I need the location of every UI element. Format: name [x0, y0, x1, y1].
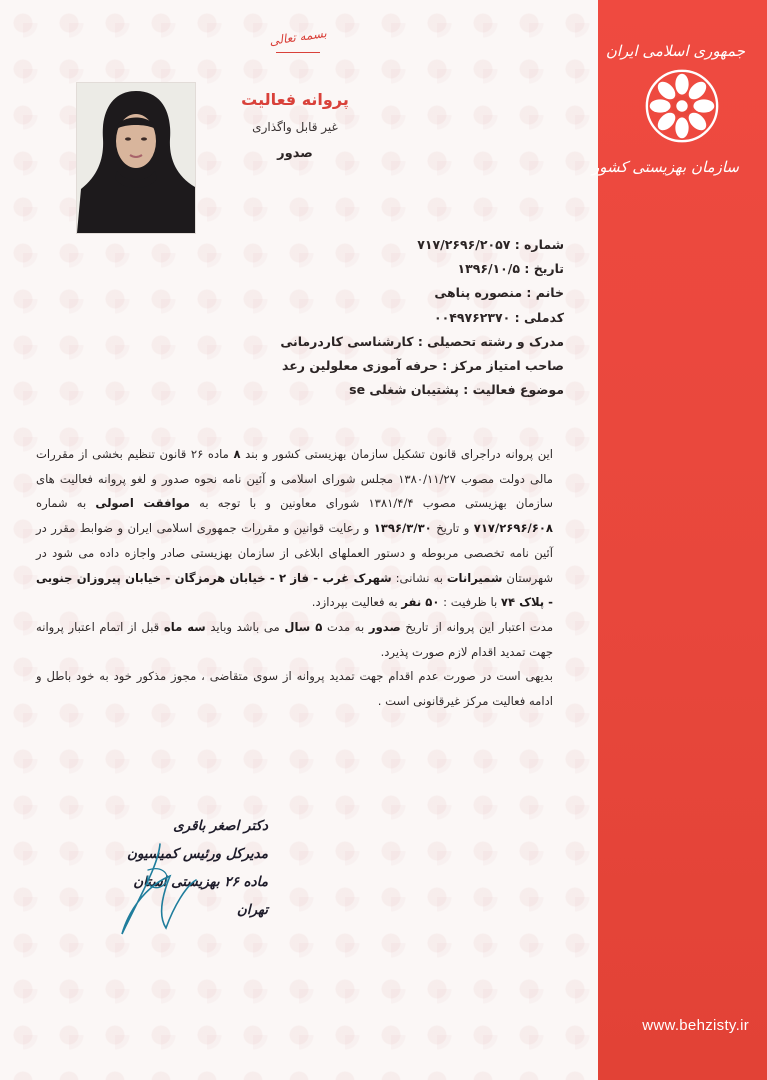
body-text: به نشانی:: [395, 570, 443, 585]
signature-scrawl: [100, 836, 220, 946]
renewal-months: سه ماه: [163, 619, 206, 634]
body-text: قبل از اتمام اعتبار پروانه جهت تمدید اقدام لازم صورت پذیرد.: [36, 619, 553, 659]
website-link[interactable]: www.behzisty.ir: [642, 1017, 749, 1034]
emblem-bottom-text: سازمان بهزیستی کشور: [591, 158, 739, 176]
flower-emblem-icon: [644, 68, 720, 144]
body-text: می باشد وباید: [210, 619, 280, 634]
body-text: و رعایت قوانین و مقررات جمهوری اسلامی ایران و ضوابط مقرر در آئین نامه تخصصی مربوطه و دستور العملهای ابلاغی از سازمان بهزیستی صادر واجازه داده می شود در شهرستان: [36, 521, 554, 585]
validity-issue-word: صدور: [368, 619, 401, 634]
national-code: کدملی : ۰۰۴۹۷۶۲۳۷۰: [434, 309, 564, 325]
license-fields: [280, 233, 564, 402]
body-text: به فعالیت بپردازد.: [311, 595, 398, 610]
page-subtitle: غیر قابل واگذاری: [252, 120, 338, 134]
body-text: این پروانه دراجرای قانون تشکیل سازمان بهزیستی کشور و بند: [245, 447, 553, 461]
city-name: شمیرانات: [446, 570, 503, 585]
bismillah-heading: بسمه تعالی: [268, 26, 328, 48]
portrait-image: [77, 83, 195, 233]
holder-name: خانم : منصوره پناهی: [434, 285, 564, 301]
page-title: پروانه فعالیت: [241, 90, 349, 109]
center-owner: صاحب امتیاز مرکز : حرفه آموزی معلولین رعد: [282, 357, 564, 373]
body-text: به شماره: [36, 496, 87, 511]
approval-date: ۱۳۹۶/۳/۳۰: [373, 521, 432, 536]
body-paragraph-3: بدیهی است در صورت عدم اقدام جهت تمدید پروانه از سوی متقاضی ، مجوز مذکور خود به خود باطل و ادامه فعالیت مرکز غیرقانونی است .: [36, 669, 553, 709]
approval-number: ۷۱۷/۲۶۹۶/۶۰۸: [473, 521, 553, 536]
applicant-photo: [76, 82, 196, 234]
activity-subject: موضوع فعالیت : پشتیبان شغلی se: [349, 382, 564, 398]
bismillah-underline: [276, 52, 320, 53]
license-body-text: [36, 442, 553, 714]
body-paragraph-1: [36, 442, 553, 615]
degree-field: مدرک و رشته تحصیلی : کارشناسی کاردرمانی: [280, 333, 564, 349]
signatory-title: مدیرکل ورئیس کمیسیون: [127, 846, 268, 862]
approval-label: موافقت اصولی: [95, 496, 190, 511]
body-text: با ظرفیت :: [443, 595, 498, 610]
validity-years: ۵ سال: [284, 619, 323, 634]
body-text: و تاریخ: [436, 521, 470, 536]
address: شهرک غرب - فاز ۲ - خیابان هرمزگان - خیابان پیروزان جنوبی - پلاک ۷۴: [36, 570, 553, 610]
emblem-top-text: جمهوری اسلامی ایران: [605, 42, 745, 60]
signatory-name: دکتر اصغر باقری: [173, 818, 268, 834]
license-date: تاریخ : ۱۳۹۶/۱۰/۵: [457, 261, 564, 277]
signatory-office: ماده ۲۶ بهزیستی استان تهران: [133, 874, 268, 918]
body-text: مدت اعتبار این پروانه از تاریخ: [405, 619, 554, 634]
body-paragraph-2: [36, 615, 553, 664]
clause-number: ۸: [233, 447, 241, 461]
issue-type: صدور: [277, 146, 313, 161]
license-number: شماره : ۷۱۷/۲۶۹۶/۲۰۵۷: [417, 237, 564, 252]
capacity: ۵۰ نفر: [401, 595, 440, 610]
body-text: ماده ۲۶ قانون تنظیم بخشی از مقررات مالی دولت مصوب ۱۳۸۰/۱۱/۲۷ مجلس شورای اسلامی و آئین نامه نحوه صدور و لغو پروانه فعالیت های سازمان بهزیستی مصوب ۱۳۸۱/۴/۴ شورای معاونین و با توجه به: [36, 447, 553, 511]
body-text: به مدت: [326, 619, 365, 634]
